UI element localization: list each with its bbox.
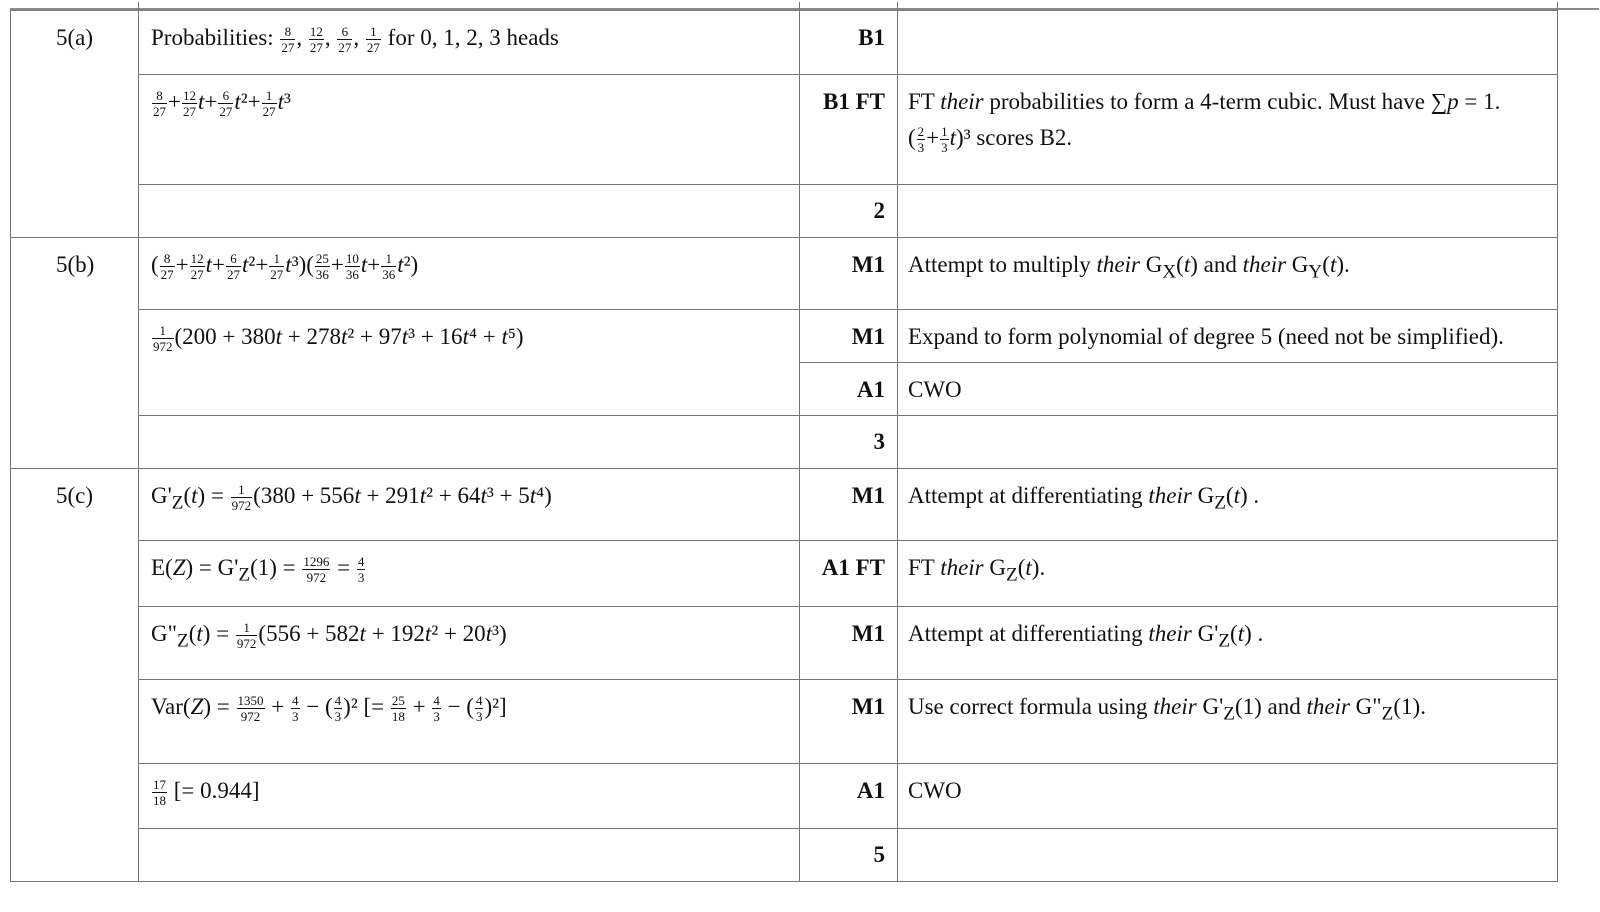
answer-cell: ( $\frac{8}{27}$ + $\frac{12}{27}$ t+ $\frac{6}{27}$ t²+ $\frac{1}{27}$ t³)( $\frac{25}{36}$ + $\frac{10}{36}$ t+ $\frac{1}{36}$ t²) (139, 238, 800, 310)
mark-cell: M1 (800, 238, 898, 310)
answer-cell: $\frac{1}{972}$ (200 + 380t + 278t² + 97t³ + 16t⁴ + t⁵) (139, 310, 800, 416)
answer-cell: $\frac{8}{27}$ + $\frac{12}{27}$ t+ $\frac{6}{27}$ t²+ $\frac{1}{27}$ t³ (139, 75, 800, 185)
guidance-cell (898, 11, 1558, 75)
guidance-cell (898, 185, 1558, 238)
table-row (11, 416, 1558, 469)
answer-cell: $\frac{17}{18}$ [= 0.944] (139, 764, 800, 829)
guidance-cell: Attempt at differentiating their $G_Z(t)$ . (898, 469, 1558, 541)
guidance-cell: Attempt at differentiating their $G'_Z(t)$ . (898, 607, 1558, 680)
table-row (11, 829, 1558, 882)
answer-cell: $G'_Z(t)$ = $\frac{1}{972}$ (380 + 556t + 291t² + 64t³ + 5t⁴) (139, 469, 800, 541)
question-number: 5(a) (11, 11, 139, 238)
guidance-cell: Attempt to multiply their $G_X(t)$ and their $G_Y(t)$. (898, 238, 1558, 310)
table-row (11, 185, 1558, 238)
answer-cell (139, 416, 800, 469)
table-row (11, 764, 1558, 829)
mark-cell: M1 (800, 310, 898, 363)
mark-cell: B1 (800, 11, 898, 75)
mark-total: 5 (800, 829, 898, 882)
answer-cell (139, 829, 800, 882)
mark-cell: B1 FT (800, 75, 898, 185)
guidance-cell: FT their probabilities to form a 4-term cubic. Must have ∑p = 1. ( $\frac{2}{3}$ + $\frac{1}{3}$ t)³ scores B2. (898, 75, 1558, 185)
mark-total: 3 (800, 416, 898, 469)
table-row (11, 541, 1558, 607)
guidance-cell: FT their $G_Z(t)$. (898, 541, 1558, 607)
mark-cell: M1 (800, 469, 898, 541)
guidance-cell: Expand to form polynomial of degree 5 (need not be simplified). (898, 310, 1558, 363)
table-row (11, 310, 1558, 363)
mark-cell: M1 (800, 680, 898, 764)
question-number: 5(b) (11, 238, 139, 469)
mark-scheme-sheet (10, 8, 1599, 907)
previous-row-stub (10, 2, 1599, 10)
answer-text: Probabilities: $\frac{8}{27}$ , $\frac{12}{27}$ , $\frac{6}{27}$ , $\frac{1}{27}$ for 0, 1, 2, 3 heads (151, 24, 559, 56)
answer-cell (139, 185, 800, 238)
guidance-cell (898, 829, 1558, 882)
table-row (11, 11, 1558, 75)
answer-cell (139, 11, 800, 75)
mark-cell: M1 (800, 607, 898, 680)
mark-cell: A1 FT (800, 541, 898, 607)
mark-cell: A1 (800, 764, 898, 829)
mark-cell: A1 (800, 363, 898, 416)
guidance-cell: CWO (898, 363, 1558, 416)
answer-cell: Var(Z) = $\frac{1350}{972}$ + $\frac{4}{3}$ − ( $\frac{4}{3}$ )² [= $\frac{25}{18}$ + $\frac{4}{3}$ − ( $\frac{4}{3}$ )²] (139, 680, 800, 764)
answer-cell: $G"_Z(t)$ = $\frac{1}{972}$ (556 + 582t + 192t² + 20t³) (139, 607, 800, 680)
mark-scheme-table (10, 10, 1558, 882)
mark-total: 2 (800, 185, 898, 238)
table-row (11, 238, 1558, 310)
question-number: 5(c) (11, 469, 139, 882)
table-row (11, 607, 1558, 680)
table-row (11, 75, 1558, 185)
guidance-cell: CWO (898, 764, 1558, 829)
guidance-cell: Use correct formula using their $G'_Z(1)$ and their $G"_Z(1)$. (898, 680, 1558, 764)
table-row (11, 680, 1558, 764)
table-row (11, 469, 1558, 541)
guidance-cell (898, 416, 1558, 469)
answer-cell: $E(Z) = G'_Z(1)$ = $\frac{1296}{972}$ = $\frac{4}{3}$ (139, 541, 800, 607)
